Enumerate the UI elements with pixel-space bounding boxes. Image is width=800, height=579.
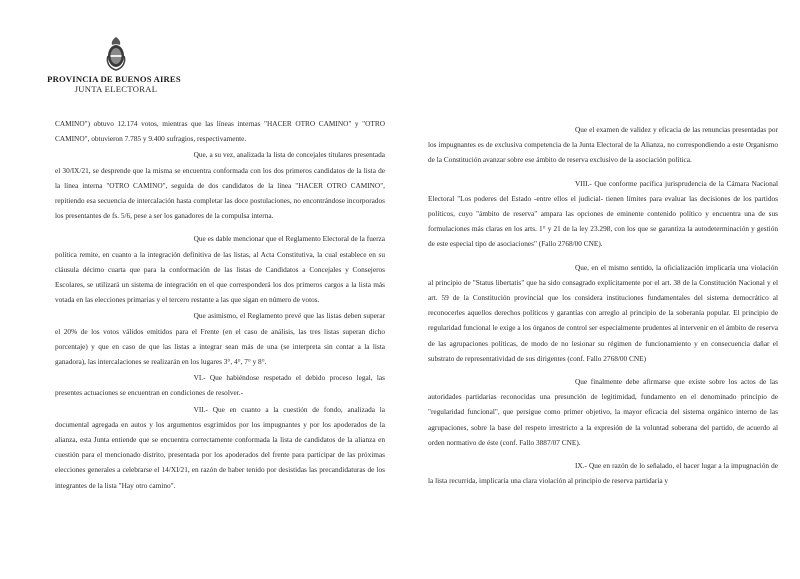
paragraph: VIII.- Que conforme pacífica jurisprudencia de la Cámara Nacional Electoral "Los poderes del Estado -entre ellos el judicial- tienen límites para evaluar las decisiones de los partidos políticos, cuyo "ámbito de reserva" ampara las opciones de eminente contenido político y encuentra una de sus formulaciones más claras en los arts. 1° y 21 de la ley 23.298, con los que se garantiza la autodeterminación y gestión de este especial tipo de asociaciones" (Fallo 2768/00 CNE). [428,178,778,249]
coat-of-arms-icon [105,36,127,72]
paragraph: CAMINO") obtuvo 12.174 votos, mientras que las líneas internas "HACER OTRO CAMINO" y "OTRO CAMINO", obtuvieron 7.785 y 9.400 sufragios, respectivamente. [55,119,385,144]
office-subtitle: JUNTA ELECTORAL [74,84,158,94]
paragraph: VII.- Que en cuanto a la cuestión de fondo, analizada la documental agregada en autos y los argumentos esgrimidos por los impugnantes y por los apoderados de la alianza, esta Junta entiende que se encuentra correctamente conformada la lista de candidatos de la alianza en cuestión para el mencionado distrito, presentada por los apoderados del frente para participar de las próximas elecciones generales a celebrarse el 14/XI/21, en razón de haber tenido por desistidas las precandidaturas de los integrantes de la lista "Hay otro camino". [55,404,385,490]
paragraph: Que finalmente debe afirmarse que existe sobre los actos de las autoridades partidarias reconocidas una presunción de legitimidad, fundamento en el denominado principio de "regularidad funcional", que persigue como primer objetivo, la mayor eficacia del sistema orgánico interno de las agrupaciones, sobre la base del respeto irrestricto a la expresión de la voluntad soberana del partido, de acuerdo al orden normativo de éste (conf. Fallo 3887/07 CNE). [428,377,778,447]
paragraph: VI.- Que habiéndose respetado el debido proceso legal, las presentes actuaciones se encuentran en condiciones de resolver.- [55,373,385,398]
province-title: PROVINCIA DE BUENOS AIRES [47,74,181,84]
paragraph: Que, a su vez, analizada la lista de concejales titulares presentada el 30/IX/21, se desprende que la misma se encuentra conformada con los dos primeros candidatos de la lista de la línea interna "OTRO CAMINO", seguida de dos candidatos de la línea "HACER OTRO CAMINO", repitiendo esa secuencia de intercalación hasta completar las doce postulaciones, no encontrándose incorporados los presentantes de fs. 5/6, pese a ser los ganadores de la compulsa interna. [55,150,385,221]
letterhead [46,36,186,94]
paragraph: Que asimismo, el Reglamento prevé que las listas deben superar el 20% de los votos válidos emitidos para el Frente (en el caso de análisis, las tres listas superan dicho porcentaje) y que en caso de que las listas a integrar sean más de una (se interpreta sin contar a la lista ganadora), las intercalaciones se realizarán en los lugares 3°, 4°, 7° y 8°. [55,311,385,367]
right-column-text [428,122,778,488]
paragraph: Que el examen de validez y eficacia de las renuncias presentadas por los impugnantes es de exclusiva competencia de la Junta Electoral de la Alianza, no correspondiendo a este Organismo de la Constitución avanzar sobre ese ámbito de reserva exclusivo de la asociación política. [428,125,778,165]
paragraph: Que es dable mencionar que el Reglamento Electoral de la fuerza política remite, en cuanto a la integración definitiva de las listas, al Acta Constitutiva, la cual establece en su cláusula décimo cuarta que para la conformación de las listas de Candidatos a Concejales y Consejeros Escolares, se utilizará un sistema de integración en el que corresponderá los dos primeros cargos a la lista más votada en las elecciones primarias y el tercero restante a las que sigan en número de votos. [55,234,385,305]
document-page-right [400,0,800,579]
left-column-text [55,116,385,493]
paragraph: IX.- Que en razón de lo señalado, el hacer lugar a la impugnación de la lista recurrida, implicaría una clara violación al principio de reserva partidaria y [428,461,778,486]
paragraph: Que, en el mismo sentido, la oficialización implicaría una violación al principio de "Status libertatis" que ha sido consagrado explícitamente por el art. 38 de la Constitución Nacional y el art. 59 de la Constitución provincial que los considera instituciones fundamentales del sistema democrático al reconocerles aquellos derechos políticos y garantías con arreglo al principio de la soberanía popular. El principio de regularidad funcional le exige a los órganos de control ser especialmente prudentes al intervenir en el ámbito de reserva de las agrupaciones políticas, de modo de no lesionar su régimen de funcionamiento y en consecuencia dañar el substrato de representatividad de sus dirigentes (conf. Fallo 2768/00 CNE) [428,262,778,363]
